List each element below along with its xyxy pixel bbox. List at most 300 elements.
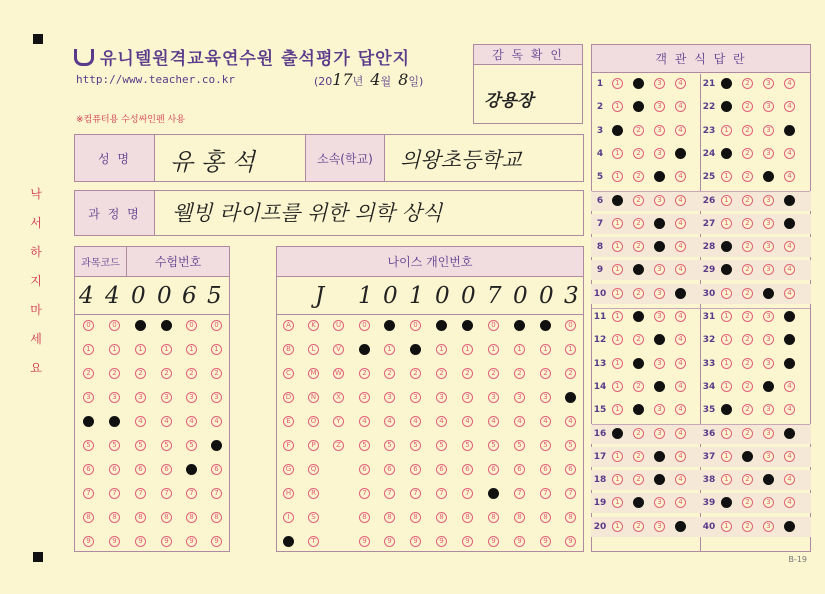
neis-digit-bubble[interactable]: 1: [436, 344, 447, 355]
answer-bubble[interactable]: 3: [763, 474, 774, 485]
neis-digit-bubble[interactable]: 5: [540, 440, 551, 451]
code-bubble[interactable]: 9: [211, 536, 222, 547]
code-bubble[interactable]: 5: [186, 440, 197, 451]
answer-bubble[interactable]: 4: [784, 78, 795, 89]
code-bubble[interactable]: 8: [161, 512, 172, 523]
answer-bubble[interactable]: 4: [675, 241, 686, 252]
neis-letter-bubble[interactable]: W: [333, 368, 344, 379]
answer-bubble[interactable]: 3: [654, 451, 665, 462]
answer-bubble[interactable]: 4: [675, 521, 686, 532]
answer-bubble[interactable]: 4: [675, 288, 686, 299]
answer-bubble[interactable]: 2: [633, 241, 644, 252]
code-bubble[interactable]: 7: [109, 488, 120, 499]
neis-digit-bubble[interactable]: 4: [488, 416, 499, 427]
answer-bubble[interactable]: 2: [742, 78, 753, 89]
answer-bubble[interactable]: 1: [721, 195, 732, 206]
answer-bubble[interactable]: 1: [612, 78, 623, 89]
answer-bubble[interactable]: 4: [784, 264, 795, 275]
answer-bubble[interactable]: 4: [675, 264, 686, 275]
code-bubble[interactable]: 0: [161, 320, 172, 331]
neis-digit-bubble[interactable]: 9: [384, 536, 395, 547]
answer-bubble[interactable]: 1: [721, 451, 732, 462]
answer-bubble[interactable]: 2: [633, 264, 644, 275]
neis-letter-bubble[interactable]: I: [283, 512, 294, 523]
answer-bubble[interactable]: 4: [784, 497, 795, 508]
neis-digit-bubble[interactable]: 7: [514, 488, 525, 499]
answer-bubble[interactable]: 4: [675, 451, 686, 462]
neis-letter-bubble[interactable]: R: [308, 488, 319, 499]
answer-bubble[interactable]: 2: [633, 311, 644, 322]
code-bubble[interactable]: 7: [211, 488, 222, 499]
answer-bubble[interactable]: 2: [742, 101, 753, 112]
neis-digit-bubble[interactable]: 6: [488, 464, 499, 475]
neis-digit-bubble[interactable]: 1: [540, 344, 551, 355]
answer-bubble[interactable]: 1: [612, 218, 623, 229]
answer-bubble[interactable]: 3: [763, 381, 774, 392]
answer-bubble[interactable]: 4: [784, 241, 795, 252]
neis-digit-bubble[interactable]: 9: [359, 536, 370, 547]
neis-digit-bubble[interactable]: 6: [462, 464, 473, 475]
answer-bubble[interactable]: 2: [742, 381, 753, 392]
code-bubble[interactable]: 6: [211, 464, 222, 475]
answer-bubble[interactable]: 3: [763, 78, 774, 89]
code-bubble[interactable]: 8: [109, 512, 120, 523]
answer-bubble[interactable]: 2: [742, 264, 753, 275]
answer-bubble[interactable]: 2: [633, 171, 644, 182]
neis-digit-bubble[interactable]: 6: [565, 464, 576, 475]
answer-bubble[interactable]: 3: [763, 101, 774, 112]
neis-digit-bubble[interactable]: 7: [565, 488, 576, 499]
answer-bubble[interactable]: 4: [675, 404, 686, 415]
answer-bubble[interactable]: 2: [742, 404, 753, 415]
answer-bubble[interactable]: 2: [633, 101, 644, 112]
code-bubble[interactable]: 5: [211, 440, 222, 451]
code-bubble[interactable]: 9: [83, 536, 94, 547]
neis-letter-bubble[interactable]: Y: [333, 416, 344, 427]
answer-bubble[interactable]: 2: [742, 451, 753, 462]
neis-digit-bubble[interactable]: 6: [359, 464, 370, 475]
answer-bubble[interactable]: 2: [633, 148, 644, 159]
course-value[interactable]: 웰빙 라이프를 위한 의학 상식: [172, 201, 443, 225]
neis-digit-bubble[interactable]: 5: [514, 440, 525, 451]
neis-letter-bubble[interactable]: G: [283, 464, 294, 475]
code-bubble[interactable]: 2: [83, 368, 94, 379]
answer-bubble[interactable]: 3: [654, 311, 665, 322]
answer-bubble[interactable]: 4: [675, 428, 686, 439]
neis-digit-bubble[interactable]: 8: [514, 512, 525, 523]
neis-digit-bubble[interactable]: 9: [410, 536, 421, 547]
neis-digit-bubble[interactable]: 0: [565, 320, 576, 331]
neis-letter-bubble[interactable]: K: [308, 320, 319, 331]
neis-digit-bubble[interactable]: 9: [488, 536, 499, 547]
answer-bubble[interactable]: 2: [742, 334, 753, 345]
answer-bubble[interactable]: 3: [763, 218, 774, 229]
answer-bubble[interactable]: 1: [612, 474, 623, 485]
neis-digit-bubble[interactable]: 0: [359, 320, 370, 331]
neis-digit-bubble[interactable]: 1: [514, 344, 525, 355]
answer-bubble[interactable]: 3: [654, 101, 665, 112]
answer-bubble[interactable]: 1: [721, 171, 732, 182]
answer-bubble[interactable]: 1: [721, 474, 732, 485]
neis-digit-bubble[interactable]: 0: [488, 320, 499, 331]
answer-bubble[interactable]: 2: [633, 125, 644, 136]
answer-bubble[interactable]: 3: [654, 428, 665, 439]
code-bubble[interactable]: 6: [186, 464, 197, 475]
answer-bubble[interactable]: 4: [784, 311, 795, 322]
code-bubble[interactable]: 0: [186, 320, 197, 331]
answer-bubble[interactable]: 4: [784, 288, 795, 299]
neis-digit-bubble[interactable]: 6: [384, 464, 395, 475]
code-bubble[interactable]: 6: [109, 464, 120, 475]
answer-bubble[interactable]: 1: [721, 241, 732, 252]
neis-digit-bubble[interactable]: 3: [410, 392, 421, 403]
answer-bubble[interactable]: 3: [654, 497, 665, 508]
neis-letter-bubble[interactable]: L: [308, 344, 319, 355]
code-bubble[interactable]: 5: [135, 440, 146, 451]
neis-letter-bubble[interactable]: J: [283, 536, 294, 547]
answer-bubble[interactable]: 3: [654, 241, 665, 252]
answer-bubble[interactable]: 2: [742, 521, 753, 532]
answer-bubble[interactable]: 2: [742, 195, 753, 206]
answer-bubble[interactable]: 1: [612, 101, 623, 112]
answer-bubble[interactable]: 3: [763, 264, 774, 275]
answer-bubble[interactable]: 1: [721, 358, 732, 369]
answer-bubble[interactable]: 1: [612, 125, 623, 136]
neis-digit-bubble[interactable]: 7: [436, 488, 447, 499]
answer-bubble[interactable]: 1: [612, 381, 623, 392]
answer-bubble[interactable]: 3: [763, 171, 774, 182]
answer-bubble[interactable]: 3: [654, 521, 665, 532]
code-bubble[interactable]: 9: [135, 536, 146, 547]
answer-bubble[interactable]: 1: [721, 334, 732, 345]
answer-bubble[interactable]: 2: [742, 428, 753, 439]
answer-bubble[interactable]: 1: [612, 358, 623, 369]
code-bubble[interactable]: 4: [161, 416, 172, 427]
neis-digit-bubble[interactable]: 2: [540, 368, 551, 379]
neis-digit-bubble[interactable]: 8: [359, 512, 370, 523]
neis-digit-bubble[interactable]: 6: [540, 464, 551, 475]
neis-digit-bubble[interactable]: 3: [436, 392, 447, 403]
neis-digit-bubble[interactable]: 9: [462, 536, 473, 547]
answer-bubble[interactable]: 1: [721, 404, 732, 415]
code-bubble[interactable]: 0: [109, 320, 120, 331]
answer-bubble[interactable]: 1: [612, 404, 623, 415]
answer-bubble[interactable]: 3: [654, 358, 665, 369]
neis-digit-bubble[interactable]: 4: [359, 416, 370, 427]
neis-digit-bubble[interactable]: 4: [540, 416, 551, 427]
answer-bubble[interactable]: 2: [633, 404, 644, 415]
neis-digit-bubble[interactable]: 0: [462, 320, 473, 331]
answer-bubble[interactable]: 1: [721, 311, 732, 322]
code-bubble[interactable]: 9: [109, 536, 120, 547]
answer-bubble[interactable]: 3: [654, 288, 665, 299]
answer-bubble[interactable]: 1: [721, 218, 732, 229]
code-bubble[interactable]: 7: [83, 488, 94, 499]
code-bubble[interactable]: 1: [135, 344, 146, 355]
code-bubble[interactable]: 1: [186, 344, 197, 355]
code-bubble[interactable]: 0: [135, 320, 146, 331]
answer-bubble[interactable]: 2: [633, 474, 644, 485]
neis-letter-bubble[interactable]: H: [283, 488, 294, 499]
neis-digit-bubble[interactable]: 4: [565, 416, 576, 427]
answer-bubble[interactable]: 4: [784, 381, 795, 392]
neis-digit-bubble[interactable]: 7: [462, 488, 473, 499]
neis-digit-bubble[interactable]: 9: [565, 536, 576, 547]
neis-digit-bubble[interactable]: 4: [462, 416, 473, 427]
neis-digit-bubble[interactable]: 1: [384, 344, 395, 355]
answer-bubble[interactable]: 1: [612, 264, 623, 275]
neis-digit-bubble[interactable]: 9: [436, 536, 447, 547]
neis-letter-bubble[interactable]: Q: [308, 464, 319, 475]
code-bubble[interactable]: 7: [161, 488, 172, 499]
answer-bubble[interactable]: 1: [721, 78, 732, 89]
answer-bubble[interactable]: 4: [675, 218, 686, 229]
neis-digit-bubble[interactable]: 5: [410, 440, 421, 451]
answer-bubble[interactable]: 2: [742, 218, 753, 229]
answer-bubble[interactable]: 2: [633, 195, 644, 206]
neis-digit-bubble[interactable]: 7: [488, 488, 499, 499]
neis-digit-bubble[interactable]: 3: [359, 392, 370, 403]
neis-digit-bubble[interactable]: 8: [462, 512, 473, 523]
answer-bubble[interactable]: 4: [675, 195, 686, 206]
answer-bubble[interactable]: 2: [633, 218, 644, 229]
answer-bubble[interactable]: 3: [763, 451, 774, 462]
answer-bubble[interactable]: 2: [633, 521, 644, 532]
answer-bubble[interactable]: 3: [763, 195, 774, 206]
answer-bubble[interactable]: 3: [654, 334, 665, 345]
neis-digit-bubble[interactable]: 5: [384, 440, 395, 451]
answer-bubble[interactable]: 1: [612, 148, 623, 159]
answer-bubble[interactable]: 4: [675, 497, 686, 508]
code-bubble[interactable]: 2: [186, 368, 197, 379]
answer-bubble[interactable]: 3: [763, 428, 774, 439]
neis-digit-bubble[interactable]: 3: [565, 392, 576, 403]
code-bubble[interactable]: 9: [186, 536, 197, 547]
neis-digit-bubble[interactable]: 8: [565, 512, 576, 523]
answer-bubble[interactable]: 3: [763, 404, 774, 415]
neis-digit-bubble[interactable]: 6: [514, 464, 525, 475]
code-bubble[interactable]: 1: [161, 344, 172, 355]
neis-letter-bubble[interactable]: C: [283, 368, 294, 379]
answer-bubble[interactable]: 1: [612, 171, 623, 182]
answer-bubble[interactable]: 3: [763, 334, 774, 345]
neis-digit-bubble[interactable]: 6: [410, 464, 421, 475]
answer-bubble[interactable]: 4: [675, 125, 686, 136]
code-bubble[interactable]: 0: [211, 320, 222, 331]
neis-digit-bubble[interactable]: 7: [384, 488, 395, 499]
answer-bubble[interactable]: 3: [763, 148, 774, 159]
code-bubble[interactable]: 1: [83, 344, 94, 355]
code-bubble[interactable]: 8: [135, 512, 146, 523]
code-bubble[interactable]: 6: [161, 464, 172, 475]
code-bubble[interactable]: 4: [109, 416, 120, 427]
neis-letter-bubble[interactable]: P: [308, 440, 319, 451]
answer-bubble[interactable]: 4: [784, 148, 795, 159]
neis-digit-bubble[interactable]: 5: [565, 440, 576, 451]
answer-bubble[interactable]: 4: [784, 218, 795, 229]
neis-digit-bubble[interactable]: 8: [488, 512, 499, 523]
neis-digit-bubble[interactable]: 2: [462, 368, 473, 379]
answer-bubble[interactable]: 4: [784, 125, 795, 136]
code-bubble[interactable]: 4: [186, 416, 197, 427]
name-value[interactable]: 유 홍 석: [170, 148, 255, 176]
answer-bubble[interactable]: 3: [654, 264, 665, 275]
neis-letter-bubble[interactable]: V: [333, 344, 344, 355]
answer-bubble[interactable]: 3: [654, 125, 665, 136]
answer-bubble[interactable]: 3: [654, 78, 665, 89]
answer-bubble[interactable]: 3: [763, 497, 774, 508]
neis-letter-bubble[interactable]: M: [308, 368, 319, 379]
neis-letter-bubble[interactable]: U: [333, 320, 344, 331]
answer-bubble[interactable]: 4: [784, 521, 795, 532]
neis-digit-bubble[interactable]: 9: [540, 536, 551, 547]
neis-digit-bubble[interactable]: 1: [565, 344, 576, 355]
answer-bubble[interactable]: 1: [721, 264, 732, 275]
answer-bubble[interactable]: 2: [742, 474, 753, 485]
answer-bubble[interactable]: 4: [675, 358, 686, 369]
code-bubble[interactable]: 8: [83, 512, 94, 523]
answer-bubble[interactable]: 2: [742, 358, 753, 369]
code-bubble[interactable]: 3: [109, 392, 120, 403]
answer-bubble[interactable]: 1: [721, 125, 732, 136]
code-bubble[interactable]: 7: [135, 488, 146, 499]
neis-digit-bubble[interactable]: 3: [384, 392, 395, 403]
affiliation-value[interactable]: 의왕초등학교: [400, 148, 522, 172]
answer-bubble[interactable]: 4: [784, 334, 795, 345]
neis-digit-bubble[interactable]: 3: [514, 392, 525, 403]
neis-digit-bubble[interactable]: 4: [384, 416, 395, 427]
neis-letter-bubble[interactable]: B: [283, 344, 294, 355]
neis-digit-bubble[interactable]: 5: [462, 440, 473, 451]
code-bubble[interactable]: 8: [211, 512, 222, 523]
answer-bubble[interactable]: 4: [675, 311, 686, 322]
code-bubble[interactable]: 2: [135, 368, 146, 379]
neis-digit-bubble[interactable]: 7: [359, 488, 370, 499]
answer-bubble[interactable]: 2: [633, 451, 644, 462]
answer-bubble[interactable]: 1: [721, 428, 732, 439]
answer-bubble[interactable]: 4: [784, 474, 795, 485]
answer-bubble[interactable]: 2: [742, 148, 753, 159]
neis-digit-bubble[interactable]: 4: [410, 416, 421, 427]
answer-bubble[interactable]: 4: [675, 171, 686, 182]
answer-bubble[interactable]: 2: [742, 125, 753, 136]
neis-digit-bubble[interactable]: 4: [436, 416, 447, 427]
neis-letter-bubble[interactable]: T: [308, 536, 319, 547]
answer-bubble[interactable]: 1: [612, 497, 623, 508]
answer-bubble[interactable]: 3: [654, 381, 665, 392]
neis-letter-bubble[interactable]: D: [283, 392, 294, 403]
code-bubble[interactable]: 4: [135, 416, 146, 427]
neis-letter-bubble[interactable]: S: [308, 512, 319, 523]
neis-digit-bubble[interactable]: 8: [410, 512, 421, 523]
answer-bubble[interactable]: 1: [721, 101, 732, 112]
answer-bubble[interactable]: 1: [612, 241, 623, 252]
answer-bubble[interactable]: 4: [675, 78, 686, 89]
answer-bubble[interactable]: 3: [654, 148, 665, 159]
answer-bubble[interactable]: 4: [784, 451, 795, 462]
answer-bubble[interactable]: 1: [612, 288, 623, 299]
neis-digit-bubble[interactable]: 4: [514, 416, 525, 427]
answer-bubble[interactable]: 4: [675, 101, 686, 112]
neis-digit-bubble[interactable]: 0: [384, 320, 395, 331]
neis-digit-bubble[interactable]: 0: [540, 320, 551, 331]
neis-digit-bubble[interactable]: 2: [565, 368, 576, 379]
code-bubble[interactable]: 6: [135, 464, 146, 475]
code-bubble[interactable]: 6: [83, 464, 94, 475]
answer-bubble[interactable]: 4: [675, 381, 686, 392]
answer-bubble[interactable]: 2: [742, 171, 753, 182]
answer-bubble[interactable]: 4: [784, 171, 795, 182]
code-bubble[interactable]: 8: [186, 512, 197, 523]
neis-letter-bubble[interactable]: E: [283, 416, 294, 427]
neis-letter-bubble[interactable]: A: [283, 320, 294, 331]
neis-letter-bubble[interactable]: O: [308, 416, 319, 427]
neis-digit-bubble[interactable]: 2: [384, 368, 395, 379]
answer-bubble[interactable]: 1: [721, 381, 732, 392]
neis-digit-bubble[interactable]: 1: [488, 344, 499, 355]
answer-bubble[interactable]: 1: [612, 311, 623, 322]
code-bubble[interactable]: 2: [161, 368, 172, 379]
neis-letter-bubble[interactable]: N: [308, 392, 319, 403]
neis-digit-bubble[interactable]: 5: [359, 440, 370, 451]
neis-digit-bubble[interactable]: 9: [514, 536, 525, 547]
answer-bubble[interactable]: 3: [763, 288, 774, 299]
answer-bubble[interactable]: 3: [654, 218, 665, 229]
answer-bubble[interactable]: 2: [633, 381, 644, 392]
code-bubble[interactable]: 5: [83, 440, 94, 451]
answer-bubble[interactable]: 1: [612, 195, 623, 206]
code-bubble[interactable]: 3: [135, 392, 146, 403]
answer-bubble[interactable]: 2: [742, 241, 753, 252]
code-bubble[interactable]: 2: [109, 368, 120, 379]
answer-bubble[interactable]: 2: [633, 497, 644, 508]
code-bubble[interactable]: 2: [211, 368, 222, 379]
answer-bubble[interactable]: 2: [742, 288, 753, 299]
answer-bubble[interactable]: 1: [612, 334, 623, 345]
answer-bubble[interactable]: 4: [784, 358, 795, 369]
code-bubble[interactable]: 9: [161, 536, 172, 547]
neis-letter-bubble[interactable]: F: [283, 440, 294, 451]
neis-digit-bubble[interactable]: 8: [540, 512, 551, 523]
answer-bubble[interactable]: 4: [675, 334, 686, 345]
answer-bubble[interactable]: 3: [654, 171, 665, 182]
neis-digit-bubble[interactable]: 2: [514, 368, 525, 379]
answer-bubble[interactable]: 1: [721, 288, 732, 299]
answer-bubble[interactable]: 2: [633, 428, 644, 439]
code-bubble[interactable]: 3: [211, 392, 222, 403]
code-bubble[interactable]: 7: [186, 488, 197, 499]
answer-bubble[interactable]: 2: [633, 334, 644, 345]
neis-digit-bubble[interactable]: 3: [540, 392, 551, 403]
neis-digit-bubble[interactable]: 3: [488, 392, 499, 403]
neis-digit-bubble[interactable]: 8: [384, 512, 395, 523]
neis-digit-bubble[interactable]: 5: [488, 440, 499, 451]
answer-bubble[interactable]: 4: [784, 428, 795, 439]
neis-digit-bubble[interactable]: 7: [410, 488, 421, 499]
answer-bubble[interactable]: 1: [721, 497, 732, 508]
answer-bubble[interactable]: 1: [612, 451, 623, 462]
neis-digit-bubble[interactable]: 7: [540, 488, 551, 499]
neis-digit-bubble[interactable]: 3: [462, 392, 473, 403]
neis-digit-bubble[interactable]: 2: [359, 368, 370, 379]
answer-bubble[interactable]: 3: [763, 311, 774, 322]
neis-digit-bubble[interactable]: 8: [436, 512, 447, 523]
answer-bubble[interactable]: 3: [763, 521, 774, 532]
answer-bubble[interactable]: 2: [742, 497, 753, 508]
answer-bubble[interactable]: 3: [763, 241, 774, 252]
code-bubble[interactable]: 4: [211, 416, 222, 427]
answer-bubble[interactable]: 1: [721, 148, 732, 159]
